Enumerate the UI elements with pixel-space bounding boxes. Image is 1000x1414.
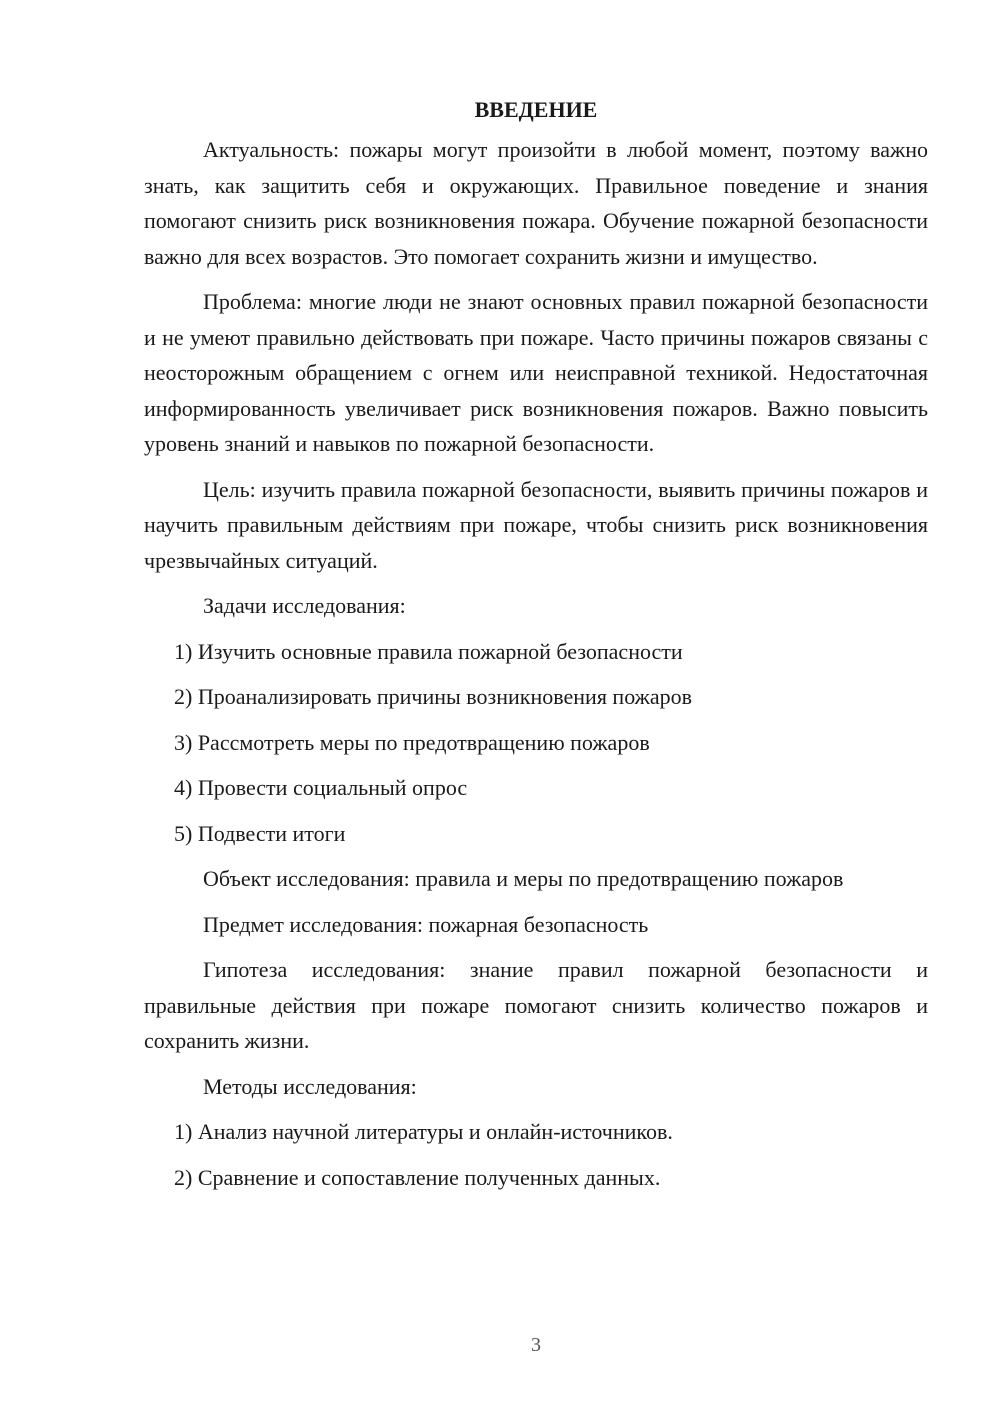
tasks-list: [144, 634, 928, 852]
hypothesis-paragraph: Гипотеза исследования: знание правил пожарной безопасности и правильные действия при пожаре помогают снизить количество пожаров и сохранить жизни.: [144, 957, 928, 1053]
problem-paragraph: Проблема: многие люди не знают основных правил пожарной безопасности и не умеют правильно действовать при пожаре. Часто причины пожаров связаны с неосторожным обращением с огнем или неисправной техникой. Недостаточная информированность увеличивает риск возникновения пожаров. Важно повысить уровень знаний и навыков по пожарной безопасности.: [144, 289, 928, 456]
method-item: 1) Анализ научной литературы и онлайн-источников.: [174, 1119, 673, 1144]
section-title: ВВЕДЕНИЕ: [474, 97, 598, 122]
task-item: 1) Изучить основные правила пожарной безопасности: [174, 638, 683, 664]
tasks-heading: Задачи исследования:: [203, 593, 406, 618]
relevance-paragraph: Актуальность: пожары могут произойти в любой момент, поэтому важно знать, как защитить себя и окружающих. Правильное поведение и знания помогают снизить риск возникновения пожара. Обучение пожарной безопасности важно для всех возрастов. Это помогает сохранить жизни и имущество.: [144, 137, 928, 269]
task-item: 5) Подвести итоги: [174, 820, 346, 846]
page-number: 3: [531, 1334, 541, 1356]
page-content: [144, 92, 928, 1205]
methods-heading: Методы исследования:: [203, 1073, 417, 1099]
task-item: 4) Провести социальный опрос: [174, 775, 468, 800]
method-item: 2) Сравнение и сопоставление полученных данных.: [174, 1164, 661, 1190]
task-item: 3) Рассмотреть меры по предотвращению пожаров: [174, 729, 650, 755]
object-paragraph: Объект исследования: правила и меры по предотвращению пожаров: [203, 866, 844, 891]
subject-paragraph: Предмет исследования: пожарная безопасность: [203, 911, 649, 937]
goal-paragraph: Цель: изучить правила пожарной безопасности, выявить причины пожаров и научить правильным действиям при пожаре, чтобы снизить риск возникновения чрезвычайных ситуаций.: [144, 476, 928, 573]
task-item: 2) Проанализировать причины возникновения пожаров: [174, 684, 693, 709]
methods-list: [144, 1114, 928, 1195]
